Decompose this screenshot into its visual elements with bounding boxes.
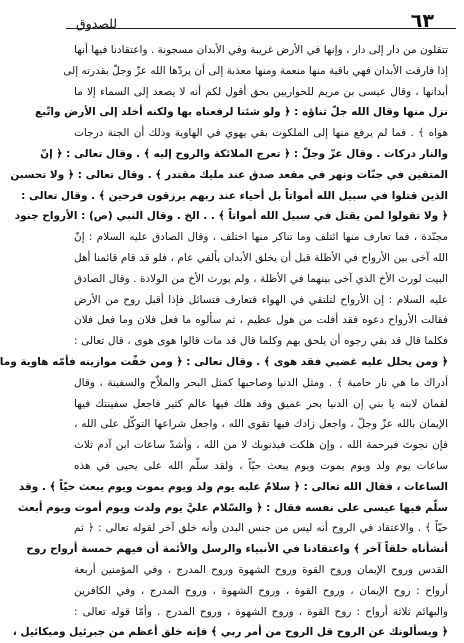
text-line: هواه ﴾ . فما لم يرفع منها إلى الملكوت بقي يهوي في الهاوية وذلك أن الجنة درجات (74, 127, 448, 140)
text-line: أنشأناه خلقاً آخر ﴾ واعتقادنا في الأنبياء والرسل والأئمة أن فيهم خمسة أرواح روح (26, 543, 448, 556)
page-number: ٦٣ (410, 10, 434, 32)
text-line: والنار دركات . وقال عزّ وجلّ : ﴿ تعرج الملائكة والروح إليه ﴾ . وقال تعالى : ﴿ إنّ (40, 147, 448, 160)
text-line: إذا فارقت الأبدان فهي باقية منها منعمة ومنها معذبة إلى أن يردّها الله عزّ وجلّ بقدرته إلى (63, 64, 448, 77)
text-line: نزل منها وقال الله جلّ ثناؤه : ﴿ ولو شئنا لرفعناه بها ولكنه أخلد إلى الأرض واتّبع (34, 106, 448, 119)
running-title: للصدوق (76, 16, 118, 31)
text-line: فإن نجوتَ فبرحمة الله ، وإن هلكت فبذنوبك لا من الله ، وأشدّ ساعات ابن آدم ثلاث (74, 439, 448, 452)
text-line: القدس وروح الإيمان وروح القوة وروح الشهوة وروح المدرج ، وفي المؤمنين أربعة (74, 563, 448, 576)
text-line: ﴿ ومن يحلل عليه غضبي فقد هوى ﴾ . وقال تعالى : ﴿ ومن خفّت موازينه فأمّه هاوية وما (0, 355, 448, 368)
text-line: والبهائم ثلاثة أرواح : روح القوة ، وروح الشهوة ، وروح المدرج . وأمّا قوله تعالى : (74, 605, 448, 618)
body-text (0, 40, 448, 643)
text-line: أرواح : روح الإيمان ، وروح القوة ، وروح الشهوة ، وروح المدرج ، وفي الكافرين (74, 584, 448, 597)
text-line: الذين قتلوا في سبيل الله أمواتاً بل أحياء عند ربهم يرزقون فرحين ﴾ . وقال تعالى : (21, 189, 448, 202)
text-line: حيّاً ﴾ . والاعتقاد في الروح أنه ليس من جنس البدن وأنه خلق آخر لقوله تعالى : ﴿ ثم (74, 522, 448, 535)
text-line: مجنّدة ، فما تعارف منها ائتلف وما تناكر منها اختلف ، وقال الصادق عليه السلام : إنّ (74, 231, 448, 244)
text-line: ساعات يوم ولد ويوم يموت ويوم يبعث حيّاً ، ولقد سلّم الله على يحيى في هذه (74, 459, 448, 472)
text-line: الإيمان بالله عزّ وجلّ ، واجعل زادك فيها تقوى الله ، واجعل شراعها التوكّل على الله ، (74, 418, 448, 431)
text-line: سلّم فيها عيسى على نفسه فقال : ﴿ والسّلام عليَّ يوم ولدت ويوم أموت ويوم أبعث (17, 501, 448, 514)
text-line: المتقين في جنّات ونهر في مقعد صدق عند مليك مقتدر ﴾ . وقال تعالى : ﴿ ولا تحسبن (10, 168, 448, 181)
text-line: البيت لورث الأخ الذي آخى بينهما في الأظلة ، ولم يورث الأخ من الولادة . وقال الصادق (74, 272, 448, 285)
text-line: فقالت الأرواح دعوه فقد أفلت من هول عظيم ، ثم سألوه ما فعل فلان وما فعل فلان (74, 314, 448, 327)
text-line: الساعات ، فقال الله تعالى : ﴿ سلامٌ عليه يوم ولد ويوم يموت ويوم يبعث حيّاً ﴾ . وقد (18, 480, 448, 493)
text-line: لقمان لابنه يا بني إن الدنيا بحر عميق وقد هلك فيها عالم كثير فاجعل سفينتك فيها (74, 397, 448, 410)
text-line: أدراك ما هي نار حامية ﴾ . ومثل الدنيا وصاحبها كمثل البحر والملاّح والسفينة ، وقال (74, 376, 448, 389)
page-header (68, 6, 454, 36)
text-line: فكلما قال قد بقي رجوه أن يلحق بهم وكلما قال قد مات قالوا هوى هوى ، قال تعالى : (74, 335, 448, 348)
text-line: ﴿ ولا تقولوا لمن يقتل في سبيل الله أمواتاً ﴾ . . الخ . وقال النبي (ص) : الأرواح جنود (14, 210, 448, 223)
text-line: تتقلون من دار إلى دار ، وإنها في الأرض غريبة وفي الأبدان مسجونة . واعتقادنا فيها أنها (74, 44, 448, 56)
text-line: عليه السلام : إن الأرواح لتلتقي في الهواء فتعارف فتسائل فإذا أقبل روح من الأرض (74, 293, 448, 306)
text-line: أبدانها ، وقال عيسى بن مريم للحواريين بحق أقول لكم أنه لا يصعد إلى السماء إلا ما (74, 85, 448, 98)
text-line: ﴿ ويسألونك عن الروح قل الروح من أمر ربي ﴾ فإنه خلق أعظم من جبرئيل وميكائيل ، (12, 626, 448, 639)
text-line: الله آخى بين الأرواح في الأظلة قبل أن يخلق الأبدان بألفي عام ، فلو قد قام قائمنا أهل (74, 251, 448, 264)
header-rule (66, 28, 456, 29)
